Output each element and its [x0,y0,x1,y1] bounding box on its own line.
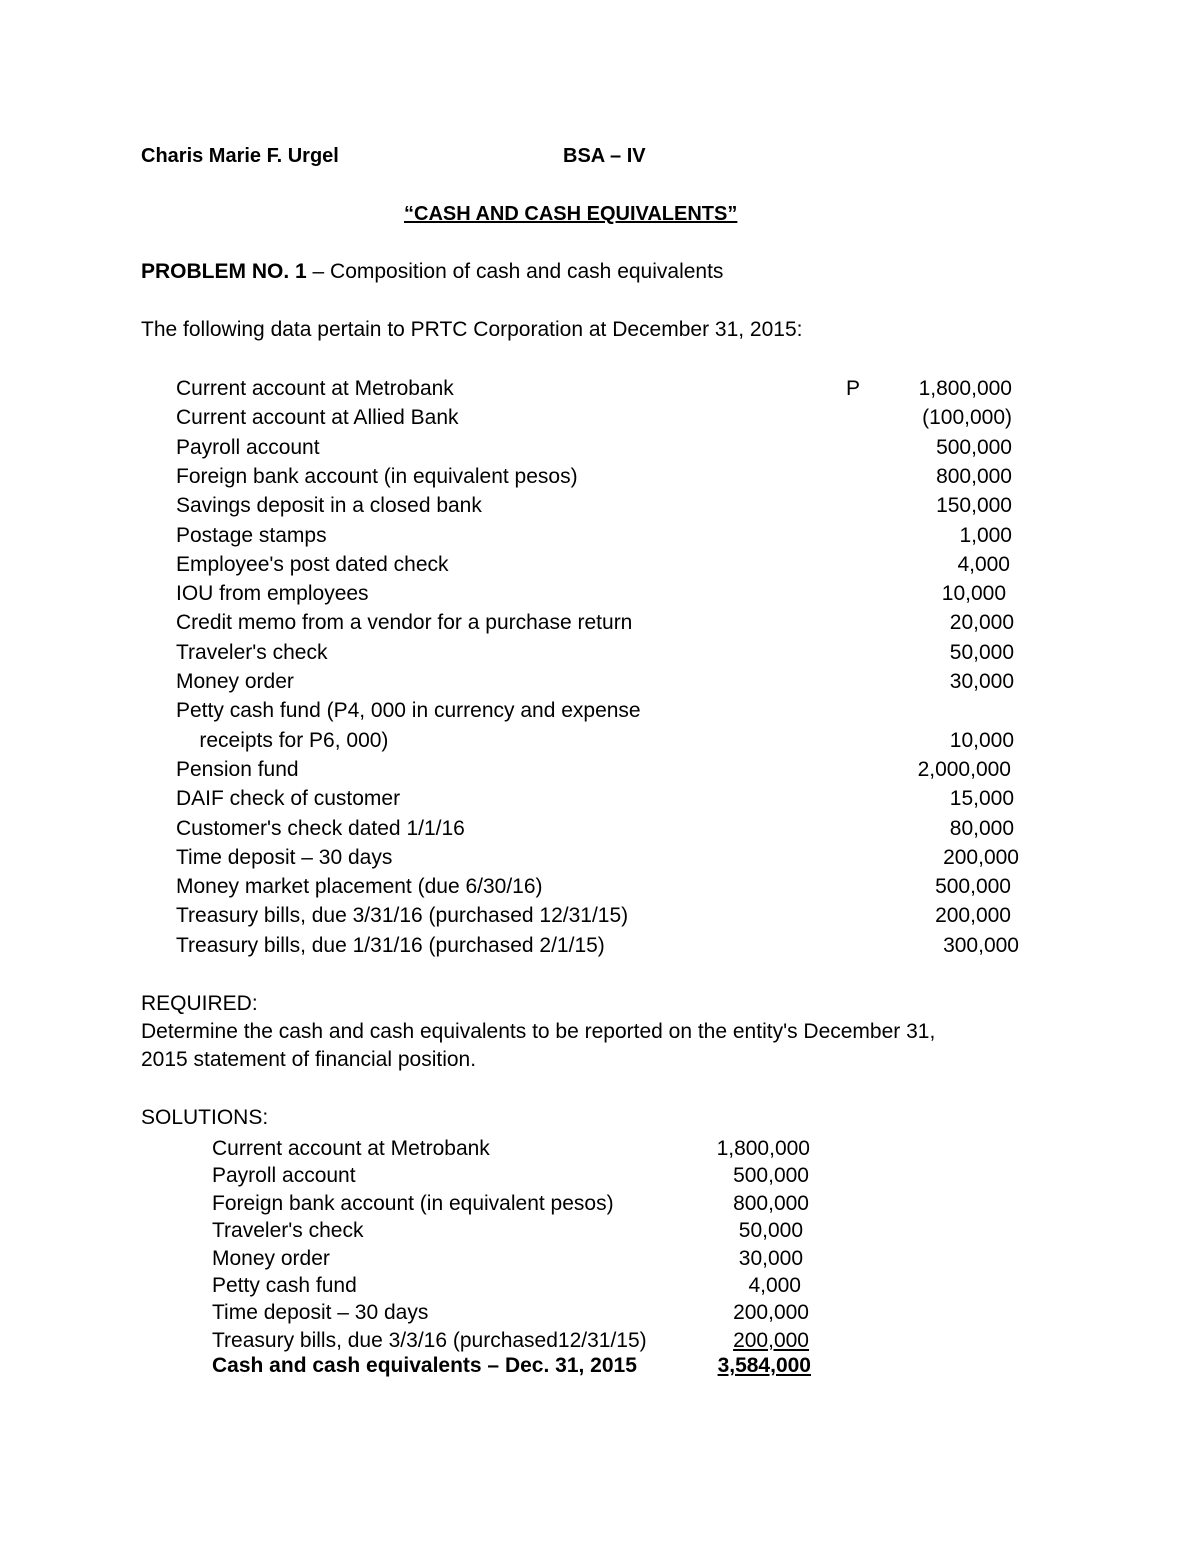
solution-value: 50,000 [738,1219,803,1243]
total-label: Cash and cash equivalents – Dec. 31, 2015 [212,1354,637,1377]
problem-label: PROBLEM NO. 1 [141,260,307,283]
data-item-label: Traveler's check [176,640,328,664]
solution-label: Treasury bills, due 3/3/16 (purchased12/31/15) [212,1328,647,1352]
data-item-label: Credit memo from a vendor for a purchase return [176,611,633,635]
data-item-label: Treasury bills, due 3/31/16 (purchased 12/31/15) [176,904,629,928]
data-item-row [176,464,1012,490]
data-item-row [176,581,1006,607]
page-title: “CASH AND CASH EQUIVALENTS” [404,203,738,225]
data-item-value: (100,000) [922,406,1012,430]
solution-label: Traveler's check [212,1219,364,1243]
required-line-2: 2015 statement of financial position. [141,1048,477,1071]
data-item-label: Foreign bank account (in equivalent pesos) [176,464,578,488]
student-name: Charis Marie F. Urgel [141,145,339,167]
solution-row [212,1136,812,1162]
data-item-value: 1,000 [959,523,1012,547]
solution-row [212,1191,812,1217]
solution-row [212,1328,812,1354]
data-item-row [176,698,996,724]
data-item-value: 150,000 [936,494,1012,518]
data-item-row [176,728,1014,754]
data-item-value: 4,000 [957,552,1010,576]
solution-label: Money order [212,1246,330,1270]
data-item-row [176,845,1019,871]
data-item-row [176,903,1011,929]
data-item-label: Savings deposit in a closed bank [176,494,482,518]
data-item-row [176,552,1010,578]
intro-text: The following data pertain to PRTC Corporation at December 31, 2015: [141,318,803,341]
solution-value: 1,800,000 [716,1137,810,1160]
solution-value: 200,000 [733,1328,809,1352]
problem-subtitle: – Composition of cash and cash equivalents [306,260,724,283]
data-item-value: 500,000 [935,875,1011,899]
data-item-value: 10,000 [949,728,1014,752]
solution-row [212,1246,812,1272]
data-item-label: Money order [176,670,294,693]
solution-row [212,1163,812,1189]
data-item-value: 20,000 [949,611,1014,635]
data-item-value: 300,000 [943,933,1019,957]
data-item-label: IOU from employees [176,582,369,606]
required-heading: REQUIRED: [141,992,258,1015]
solution-value: 200,000 [733,1301,809,1325]
data-item-value: 10,000 [941,582,1006,606]
data-item-row [176,874,1011,900]
data-item-label: Petty cash fund (P4, 000 in currency and expense [176,699,641,723]
data-item-row [176,757,1011,783]
data-item-label: receipts for P6, 000) [176,728,389,752]
data-item-label: Time deposit – 30 days [176,845,393,869]
data-item-row [176,610,1014,636]
data-item-value: 2,000,000 [917,757,1011,781]
solutions-heading: SOLUTIONS: [141,1106,269,1129]
solution-value: 800,000 [733,1191,809,1215]
solution-label: Petty cash fund [212,1274,357,1297]
total-value: 3,584,000 [717,1354,811,1377]
data-item-row [176,669,1014,695]
solution-label: Foreign bank account (in equivalent pesos) [212,1191,614,1215]
data-item-row [176,640,1014,666]
data-item-label: Current account at Metrobank [176,377,454,400]
solution-label: Time deposit – 30 days [212,1301,429,1325]
solution-value: 500,000 [733,1164,809,1188]
data-item-row [176,376,1012,402]
data-item-label: Treasury bills, due 1/31/16 (purchased 2/1/15) [176,933,605,957]
problem-heading [141,260,723,284]
currency-symbol: P [846,377,861,400]
data-item-value: 800,000 [936,464,1012,488]
required-line-1: Determine the cash and cash equivalents to be reported on the entity's December 31, [141,1020,936,1043]
data-item-label: Current account at Allied Bank [176,406,459,430]
solution-row [212,1300,812,1326]
data-item-value: 1,800,000 [918,377,1012,400]
course-label: BSA – IV [563,145,646,167]
solution-value: 4,000 [748,1274,801,1297]
solution-label: Payroll account [212,1164,356,1188]
data-item-row [176,786,1014,812]
solution-row [212,1218,812,1244]
data-item-value: 80,000 [949,816,1014,840]
data-item-label: Postage stamps [176,523,327,547]
data-item-row [176,816,1014,842]
data-item-value: 30,000 [949,670,1014,693]
data-item-row [176,523,1012,549]
data-item-value: 500,000 [936,435,1012,459]
data-item-label: Payroll account [176,435,320,459]
data-item-label: Customer's check dated 1/1/16 [176,816,465,840]
data-item-label: DAIF check of customer [176,787,401,811]
data-item-label: Pension fund [176,757,299,781]
data-item-row [176,493,1012,519]
data-item-value: 15,000 [949,787,1014,811]
data-item-row [176,933,1019,959]
data-item-label: Money market placement (due 6/30/16) [176,875,543,899]
data-item-row [176,435,1012,461]
data-item-value: 200,000 [943,845,1019,869]
data-item-label: Employee's post dated check [176,552,449,576]
data-item-value: 50,000 [949,640,1014,664]
data-item-value: 200,000 [935,904,1011,928]
solution-value: 30,000 [738,1246,803,1270]
solution-label: Current account at Metrobank [212,1137,490,1160]
solution-row [212,1273,812,1299]
data-item-row [176,405,1012,431]
